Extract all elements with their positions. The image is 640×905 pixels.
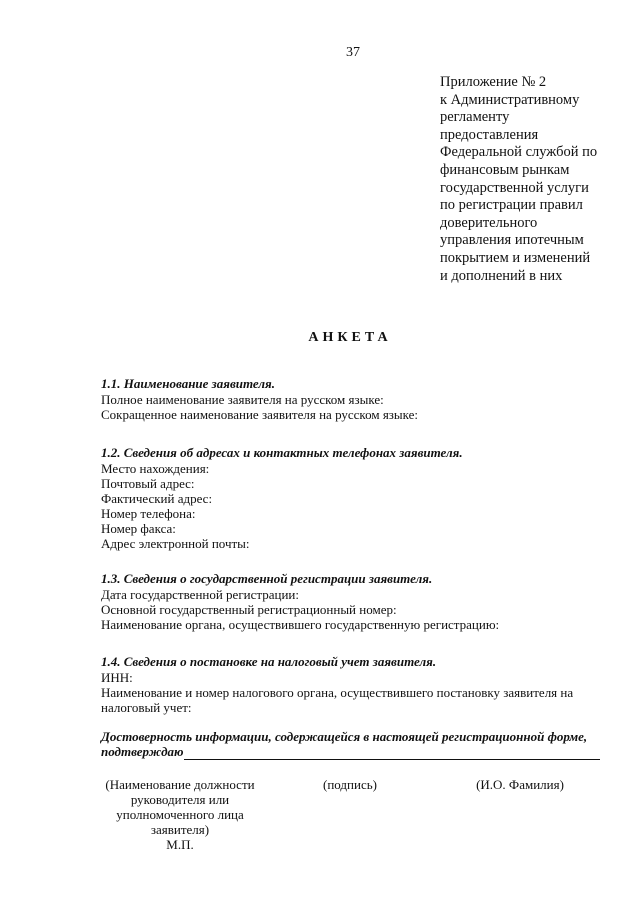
signature-position-line: (Наименование должности [105,777,255,792]
form-title: АНКЕТА [308,330,392,345]
form-field-label: налоговый учет: [101,700,192,715]
form-field-label: Номер факса: [101,521,176,536]
form-field-label: Сокращенное наименование заявителя на русском языке: [101,407,419,422]
form-field-label: Почтовый адрес: [101,476,195,491]
appendix-line: управления ипотечным [440,232,584,249]
section-addresses [101,445,611,551]
appendix-block [440,74,630,285]
appendix-line: доверительного [440,214,538,231]
form-field-label: Дата государственной регистрации: [101,587,299,602]
name-label: (И.О. Фамилия) [476,777,564,792]
form-field-label: Наименование органа, осуществившего государственную регистрацию: [101,617,500,632]
form-field-label: Адрес электронной почты: [101,536,250,551]
section-applicant-name [101,376,611,422]
appendix-line: предоставления [440,126,539,143]
form-field-label: Место нахождения: [101,461,210,476]
confirmation-statement [101,729,601,759]
form-field-label: Основной государственный регистрационный номер: [101,602,397,617]
appendix-line: Федеральной службой по [440,144,598,161]
signature-label: (подпись) [323,777,377,792]
appendix-line: и дополнений в них [440,267,563,284]
appendix-line: Приложение № 2 [440,74,547,90]
signature-position-line: руководителя или [130,792,230,807]
form-field-label: Фактический адрес: [101,491,213,506]
form-field-label: Полное наименование заявителя на русском языке: [101,392,384,407]
page-number: 37 [346,45,360,60]
confirmation-line-1: Достоверность информации, содержащейся в настоящей регистрационной форме, [101,729,588,744]
confirmation-blank-line [184,759,600,760]
appendix-line: регламенту [440,109,510,126]
appendix-line: по регистрации правил [440,197,583,214]
appendix-line: государственной услуги [440,179,589,196]
signature-position-line: заявителя) [150,822,210,837]
section-heading: 1.4. Сведения о постановке на налоговый учет заявителя. [101,654,437,669]
signature-position-line: уполномоченного лица [116,807,244,822]
form-field-label: ИНН: [101,670,133,685]
appendix-line: к Административному [440,91,580,108]
form-field-label: Номер телефона: [101,506,196,521]
section-heading: 1.1. Наименование заявителя. [101,376,275,391]
section-heading: 1.3. Сведения о государственной регистрации заявителя. [101,571,433,586]
signature-position-label [100,777,260,852]
appendix-line: покрытием и изменений [440,249,591,266]
section-registration [101,571,611,632]
section-heading: 1.2. Сведения об адресах и контактных телефонах заявителя. [101,445,463,460]
seal-label: М.П. [166,837,194,852]
form-field-label: Наименование и номер налогового органа, осуществившего постановку заявителя на [101,685,574,700]
appendix-line: финансовым рынкам [440,161,570,178]
confirmation-line-2: подтверждаю [101,744,184,759]
section-tax [101,654,611,715]
